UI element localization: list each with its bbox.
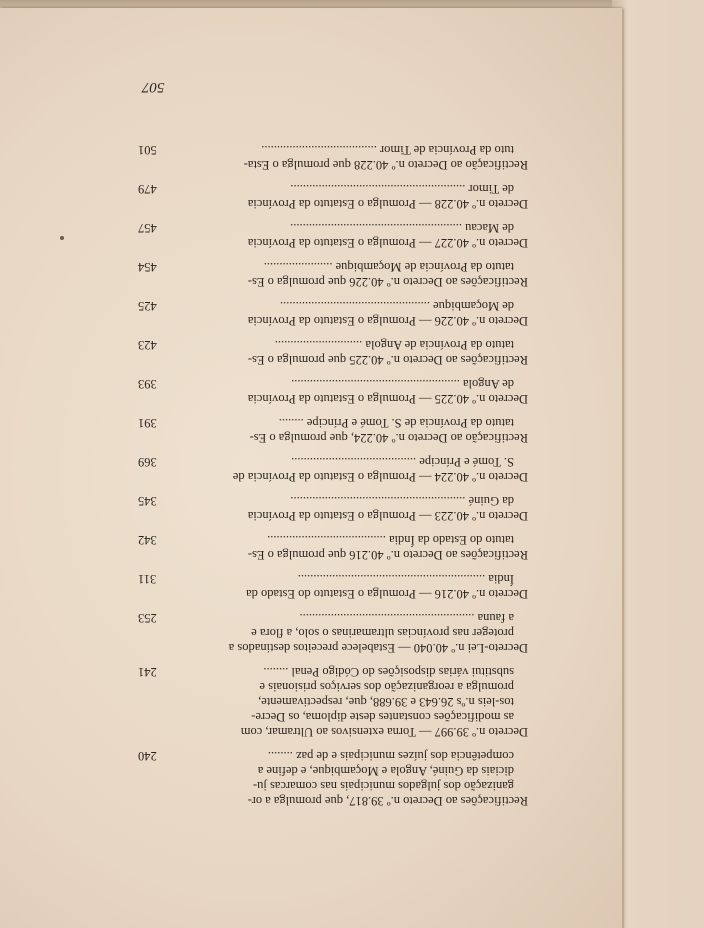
toc-page-number: 425 xyxy=(138,299,157,313)
toc-entry-line: Decreto n.º 39.997 — Torna extensivos ao Ultramar, com xyxy=(240,725,528,739)
toc-entry xyxy=(138,376,528,406)
page-fold xyxy=(622,10,624,928)
toc-entry-line: competência dos juízes municipais e de paz ........ xyxy=(267,749,514,763)
toc-entry-line: a fauna ........................................................ xyxy=(299,611,514,625)
toc-entry xyxy=(138,220,528,250)
toc-entry-line: Decreto n.º 40.216 — Promulga o Estatuto do Estado da xyxy=(246,587,528,601)
toc-entry xyxy=(138,610,528,655)
table-of-contents xyxy=(138,79,528,808)
toc-page-number: 423 xyxy=(138,338,157,352)
toc-entry-line: tatuto da Província de Angola ............................ xyxy=(274,338,514,352)
toc-entry xyxy=(138,415,528,445)
toc-page-number: 345 xyxy=(138,494,157,508)
back-page xyxy=(612,0,704,928)
toc-entry-line: Índia ............................................................ xyxy=(297,572,514,586)
toc-entry-line: tatuto da Província de S. Tomé e Príncipe ........ xyxy=(278,416,514,430)
toc-entry-line: Decreto n.º 40.225 — Promulga o Estatuto da Província xyxy=(247,392,528,406)
toc-entry-line: Rectificação ao Decreto n.º 40.228 que promulga o Esta- xyxy=(243,158,528,172)
toc-entry-line: ganização dos julgados municipais nas comarcas ju- xyxy=(252,779,514,793)
toc-entry-line: Rectificações ao Decreto n.º 40.226 que promulga o Es- xyxy=(247,275,528,289)
toc-entry-line: tatuto do Estado da Índia ...................................... xyxy=(267,533,514,547)
toc-entry-line: de Moçambique ................................................ xyxy=(279,299,514,313)
toc-entry-line: Decreto n.º 40.223 — Promulga o Estatuto da Província xyxy=(247,509,528,523)
toc-entry-line: tatuto da Província de Moçambique ...................... xyxy=(263,260,514,274)
toc-entry xyxy=(138,142,528,172)
toc-entry-line: S. Tomé e Príncipe ........................................ xyxy=(291,455,514,469)
toc-entry-line: Decreto n.º 40.227 — Promulga o Estatuto da Província xyxy=(247,236,528,250)
toc-entry-line: promulga a reorganização dos serviços prisionais e xyxy=(259,680,514,694)
toc-entry-line: Rectificação ao Decreto n.º 40.224, que promulga o Es- xyxy=(249,431,528,445)
toc-entry-line: de Timor ........................................................ xyxy=(290,182,514,196)
toc-page-number: 454 xyxy=(138,260,157,274)
toc-entry xyxy=(138,493,528,523)
toc-entry xyxy=(138,454,528,484)
toc-page-number: 391 xyxy=(138,416,157,430)
toc-page-number: 241 xyxy=(138,665,157,679)
toc-entry-line: da Guiné ........................................................ xyxy=(290,494,514,508)
page-number: 507 xyxy=(142,79,165,95)
toc-entry xyxy=(138,664,528,739)
toc-page-number: 369 xyxy=(138,455,157,469)
toc-entry-line: de Macau ....................................................... xyxy=(290,221,514,235)
toc-entry-line: Decreto n.º 40.228 — Promulga o Estatuto da Província xyxy=(247,197,528,211)
toc-entry-line: as modificações constantes deste diploma, os Decre- xyxy=(251,710,514,724)
toc-page-number: 479 xyxy=(138,182,157,196)
toc-entry xyxy=(138,298,528,328)
toc-page-number: 342 xyxy=(138,533,157,547)
document-page xyxy=(0,8,622,928)
toc-page-number: 311 xyxy=(138,572,157,586)
toc-entry xyxy=(138,259,528,289)
toc-page-number: 501 xyxy=(138,143,157,157)
toc-entry xyxy=(138,571,528,601)
toc-entry-line: Rectificações ao Decreto n.º 40.225 que promulga o Es- xyxy=(247,353,528,367)
toc-entry-line: diciais da Guiné, Angola e Moçambique, e define a xyxy=(257,764,514,778)
toc-entry xyxy=(138,532,528,562)
toc-entry xyxy=(138,748,528,808)
toc-page-number: 457 xyxy=(138,221,157,235)
paper-spot xyxy=(60,236,64,240)
toc-page-number: 393 xyxy=(138,377,157,391)
toc-entry xyxy=(138,337,528,367)
toc-page-number: 253 xyxy=(138,611,157,625)
toc-entry-line: tos-leis n.ºs 26.643 e 39.688, que, respectivamente, xyxy=(258,695,514,709)
toc-entry-line: proteger nas províncias ultramarinas o solo, a flora e xyxy=(251,626,514,640)
toc-page-number: 240 xyxy=(138,749,157,763)
toc-entry xyxy=(138,181,528,211)
toc-entry-line: Decreto n.º 40.226 — Promulga o Estatuto da Província xyxy=(247,314,528,328)
toc-entry-line: Decreto n.º 40.224 — Promulga o Estatuto da Província de xyxy=(232,470,528,484)
toc-entry-line: Rectificações ao Decreto n.º 40.216 que promulga o Es- xyxy=(247,548,528,562)
toc-entry-line: Decreto-Lei n.º 40.040 — Estabelece preceitos destinados a xyxy=(228,641,528,655)
toc-entry-line: tuto da Província de Timor ..................................... xyxy=(261,143,514,157)
toc-entry-line: Rectificações ao Decreto n.º 39.817, que promulga a or- xyxy=(247,794,528,808)
toc-entry-line: de Angola ...................................................... xyxy=(291,377,514,391)
toc-entry-line: substitui várias disposições do Código Penal ........ xyxy=(263,665,514,679)
